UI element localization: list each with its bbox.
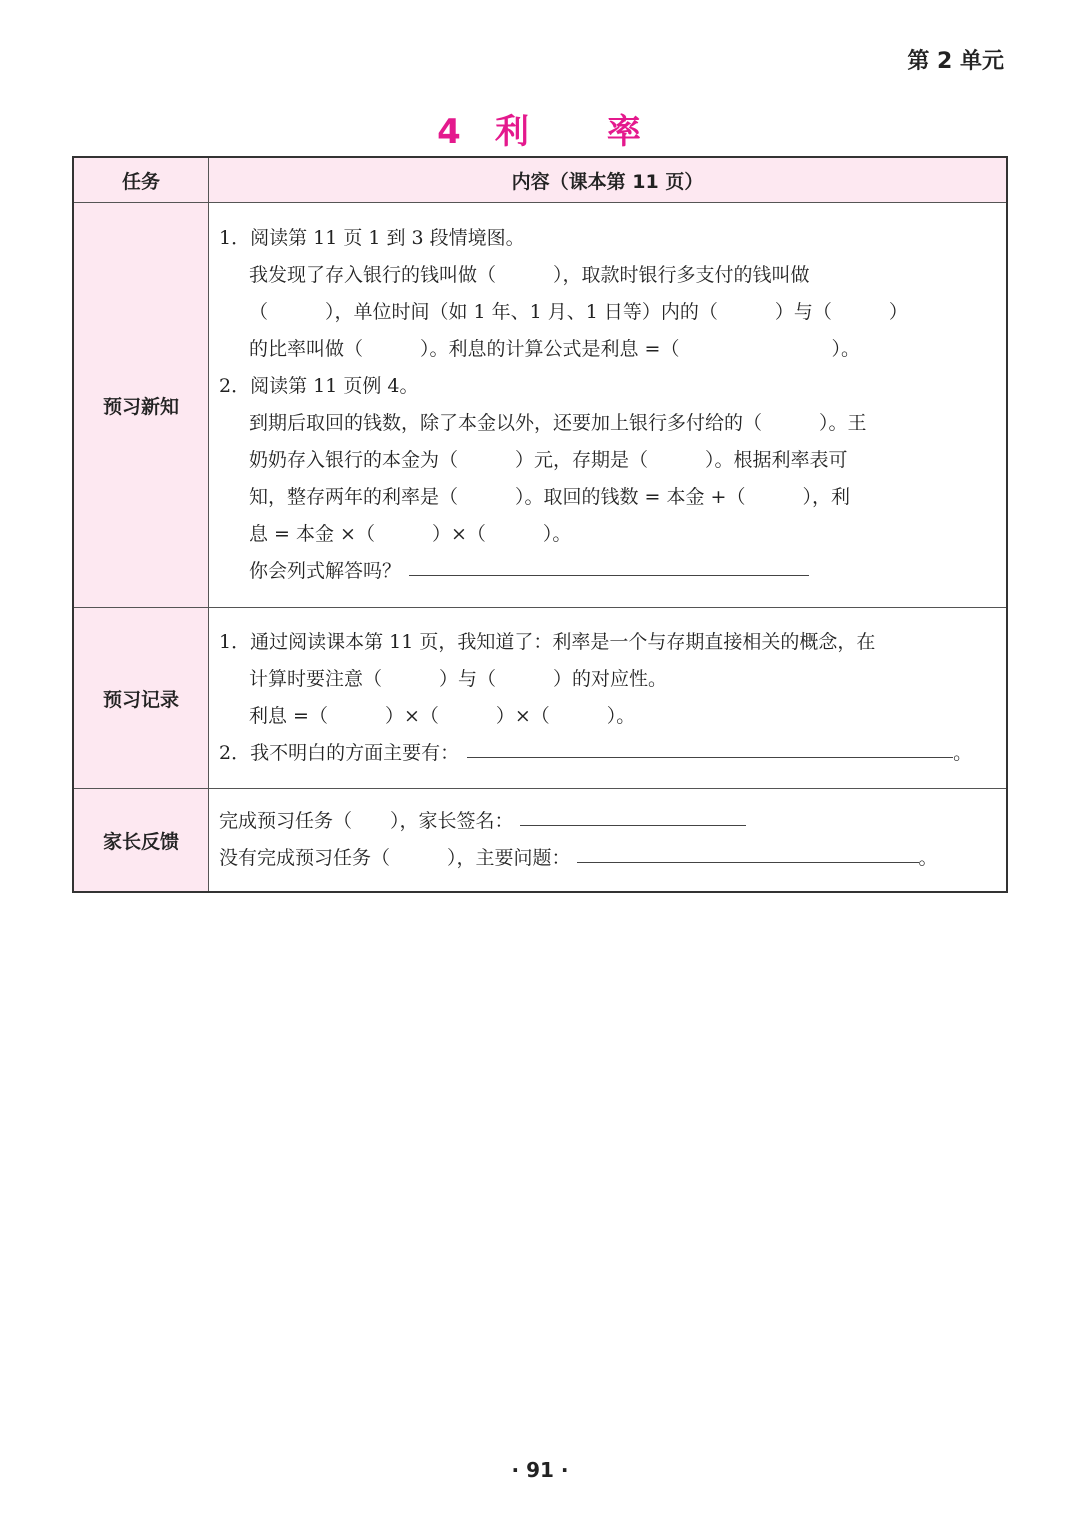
table-row-parent-feedback [73,789,1007,893]
content-line: 。 [918,847,938,869]
content-line: （ ），单位时间（如 1 年、1 月、1 日等）内的（ ）与（ ） [249,301,908,323]
answer-line-row [219,735,996,772]
answer-line-row [219,803,996,840]
content-line: 没有完成预习任务（ ），主要问题： [219,847,571,869]
table-row-preview-new [73,203,1007,608]
preview-table [72,156,1008,893]
title-char-1: 利 [494,112,531,152]
content-line: 计算时要注意（ ）与（ ）的对应性。 [249,668,668,690]
task-content [209,203,1008,608]
task-label: 预习记录 [73,608,209,789]
task-label: 预习新知 [73,203,209,608]
content-line: 2．我不明白的方面主要有： [219,742,460,764]
unit-label: 第 2 单元 [907,49,1004,74]
content-line: 的比率叫做（ ）。利息的计算公式是利息 =（ ）。 [249,338,860,360]
signature-blank[interactable] [520,803,746,826]
content-line: 知，整存两年的利率是（ ）。取回的钱数 = 本金 +（ ），利 [249,486,850,508]
content-line: 你会列式解答吗？ [249,560,402,582]
task-content [209,789,1008,893]
problem-blank[interactable] [577,840,919,863]
content-line: 利息 =（ ）×（ ）×（ ）。 [249,705,636,727]
answer-line-row [219,553,996,590]
answer-blank[interactable] [409,553,809,576]
answer-line-row [219,840,996,877]
content-line: 完成预习任务（ ），家长签名： [219,810,514,832]
content-line: 。 [953,742,973,764]
answer-blank[interactable] [467,735,953,758]
content-line: 到期后取回的钱数，除了本金以外，还要加上银行多付给的（ ）。王 [249,412,867,434]
title-char-2: 率 [606,112,643,152]
task-content [209,608,1008,789]
task-label: 家长反馈 [73,789,209,893]
content-line: 1．阅读第 11 页 1 到 3 段情境图。 [219,227,525,249]
content-line: 奶奶存入银行的本金为（ ）元，存期是（ ）。根据利率表可 [249,449,848,471]
lesson-number: 4 [437,112,463,152]
table-row-preview-record [73,608,1007,789]
header-content: 内容（课本第 11 页） [209,157,1008,203]
table-header-row [73,157,1007,203]
content-line: 我发现了存入银行的钱叫做（ ），取款时银行多支付的钱叫做 [249,264,810,286]
page-number: · 91 · [511,1458,569,1482]
content-line: 息 = 本金 ×（ ）×（ ）。 [249,523,572,545]
content-line: 2．阅读第 11 页例 4。 [219,375,419,397]
content-line: 1．通过阅读课本第 11 页，我知道了：利率是一个与存期直接相关的概念，在 [219,631,876,653]
lesson-title [0,104,1080,153]
header-task: 任务 [73,157,209,203]
